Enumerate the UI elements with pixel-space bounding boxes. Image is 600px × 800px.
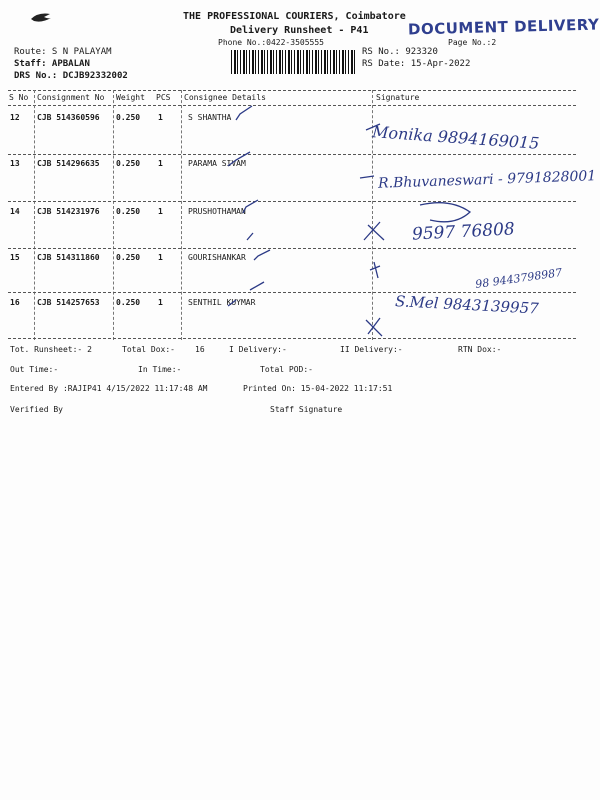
row-consignee: GOURISHANKAR	[188, 253, 246, 262]
col-consignee: Consignee Details	[184, 93, 266, 102]
rs-number: RS No.: 923320	[362, 47, 438, 57]
row-sno: 13	[10, 159, 20, 168]
row-pcs: 1	[158, 253, 163, 262]
row-consignment: CJB 514231976	[37, 207, 100, 216]
row-consignment: CJB 514311860	[37, 253, 100, 262]
tot-runsheet: Tot. Runsheet:- 2	[10, 345, 92, 354]
printed-on: Printed On: 15-04-2022 11:17:51	[243, 384, 393, 393]
ii-delivery: II Delivery:-	[340, 345, 403, 354]
row-consignee: S SHANTHA	[188, 113, 232, 122]
i-delivery: I Delivery:-	[229, 345, 287, 354]
row-consignment: CJB 514296635	[37, 159, 100, 168]
row-pcs: 1	[158, 207, 163, 216]
staff: Staff: APBALAN	[14, 59, 90, 69]
route: Route: S N PALAYAM	[14, 47, 112, 57]
row-sno: 14	[10, 207, 20, 216]
row-signature: S.Mel 9843139957	[394, 292, 540, 318]
row-pcs: 1	[158, 298, 163, 307]
in-time: In Time:-	[138, 365, 182, 374]
company-title: THE PROFESSIONAL COURIERS, Coimbatore	[183, 11, 406, 22]
total-pod: Total POD:-	[260, 365, 313, 374]
row-consignment: CJB 514257653	[37, 298, 100, 307]
verified-by: Verified By	[10, 405, 63, 414]
rtn-dox: RTN Dox:-	[458, 345, 502, 354]
row-pcs: 1	[158, 113, 163, 122]
row-weight: 0.250	[116, 113, 141, 122]
row-sno: 12	[10, 113, 20, 122]
runsheet-subtitle: Delivery Runsheet - P41	[230, 25, 369, 36]
out-time: Out Time:-	[10, 365, 59, 374]
col-pcs: PCS	[156, 93, 171, 102]
rs-date: RS Date: 15-Apr-2022	[362, 59, 471, 69]
row-signature: Monika 9894169015	[371, 122, 541, 153]
col-weight: Weight	[116, 93, 145, 102]
row-signature: 9597 76808	[411, 219, 516, 245]
col-consignment: Consignment No	[37, 93, 105, 102]
drs-number: DRS No.: DCJB92332002	[14, 71, 128, 81]
total-dox-label: Total Dox:-	[122, 345, 175, 354]
staff-signature: Staff Signature	[270, 405, 343, 414]
row-consignee: PARAMA SIVAM	[188, 159, 246, 168]
row-sno: 15	[10, 253, 20, 262]
row-weight: 0.250	[116, 207, 141, 216]
row-weight: 0.250	[116, 159, 141, 168]
row-pcs: 1	[158, 159, 163, 168]
row-signature: 98 9443798987	[474, 265, 563, 292]
document-delivery-stamp: DOCUMENT DELIVERY	[407, 15, 600, 39]
row-weight: 0.250	[116, 253, 141, 262]
col-signature: Signature	[376, 93, 420, 102]
row-sno: 16	[10, 298, 20, 307]
row-signature: R.Bhuvaneswari - 9791828001	[377, 168, 597, 192]
entered-by: Entered By :RAJIP41 4/15/2022 11:17:48 AM	[10, 384, 208, 393]
row-consignment: CJB 514360596	[37, 113, 100, 122]
phone-number: Phone No.:0422-3505555	[218, 38, 324, 47]
total-dox-value: 16	[195, 345, 205, 354]
row-consignee: PRUSHOTHAMAN	[188, 207, 246, 216]
col-sno: S No	[9, 93, 29, 102]
row-consignee: SENTHIL KUYMAR	[188, 298, 256, 307]
row-weight: 0.250	[116, 298, 141, 307]
page-number: Page No.:2	[448, 38, 497, 47]
